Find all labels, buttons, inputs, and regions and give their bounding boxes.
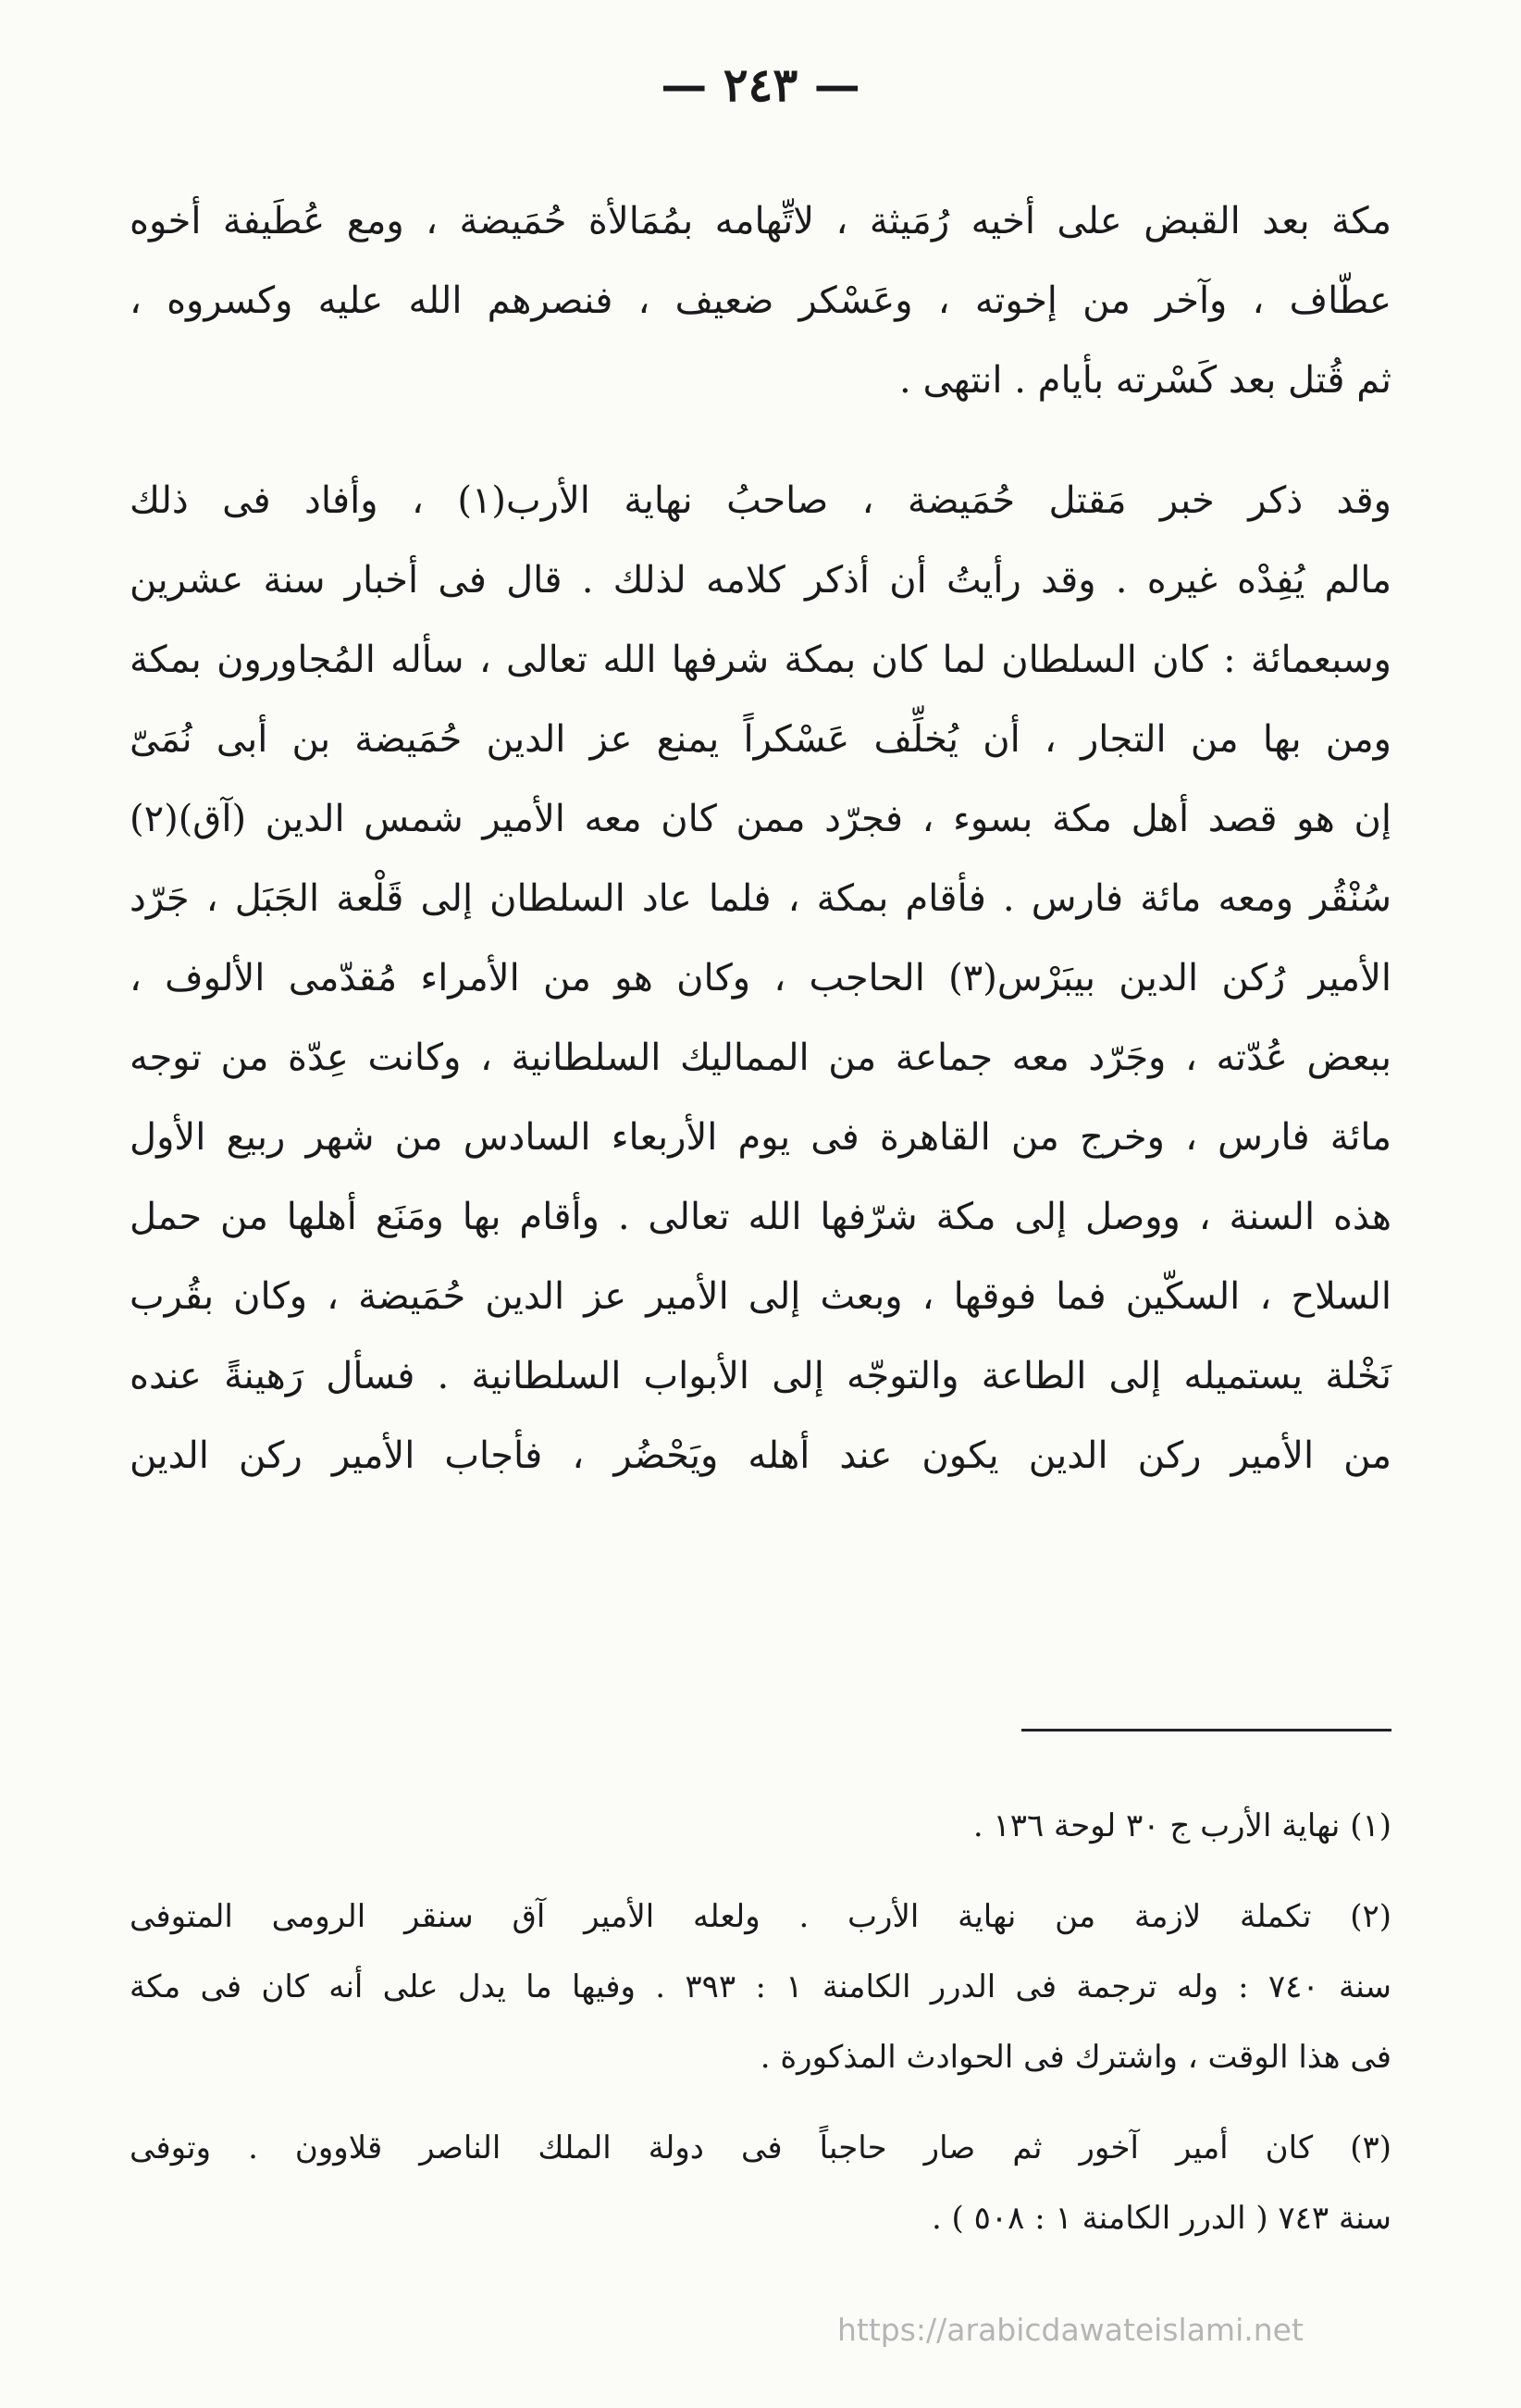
text-line: الأمير رُكن الدين بيبَرْس(٣) الحاجب ، وكان هو من الأمراء مُقدّمى الألوف ، xyxy=(130,957,1392,999)
text-line: إن هو قصد أهل مكة بسوء ، فجرّد ممن كان معه الأمير شمس الدين (آق)(٢) xyxy=(130,798,1391,840)
page-number: — ٢٤٣ — xyxy=(661,57,860,112)
footnote-line: (١) نهاية الأرب ج ٣٠ لوحة ١٣٦ . xyxy=(972,1807,1391,1844)
footnote-line: (٢) تكملة لازمة من نهاية الأرب . ولعله الأمير آق سنقر الرومى المتوفى xyxy=(130,1898,1391,1935)
text-line: ببعض عُدّته ، وجَرّد معه جماعة من المماليك السلطانية ، وكانت عِدّة من توجه xyxy=(130,1036,1391,1079)
text-line: مالم يُفِدْه غيره . وقد رأيتُ أن أذكر كلامه لذلك . قال فى أخبار سنة عشرين xyxy=(130,559,1391,602)
footnote-divider xyxy=(1021,1729,1391,1732)
text-line: سُنْقُر ومعه مائة فارس . فأقام بمكة ، فلما عاد السلطان إلى قَلْعة الجَبَل ، جَرّد xyxy=(130,877,1392,920)
text-line: نَخْلة يستميله إلى الطاعة والتوجّه إلى الأبواب السلطانية . فسأل رَهينةً عنده xyxy=(130,1355,1391,1397)
footnote-line: (٣) كان أمير آخور ثم صار حاجباً فى دولة الملك الناصر قلاوون . وتوفى xyxy=(130,2129,1391,2166)
footnotes xyxy=(130,1791,1391,2253)
text-line: عطّاف ، وآخر من إخوته ، وعَسْكر ضعيف ، فنصرهم الله عليه وكسروه ، xyxy=(130,279,1391,322)
text-line: مكة بعد القبض على أخيه رُمَيثة ، لاتِّهامه بمُمَالأة حُمَيضة ، ومع عُطَيفة أخوه xyxy=(130,200,1391,242)
text-line: مائة فارس ، وخرج من القاهرة فى يوم الأربعاء السادس من شهر ربيع الأول xyxy=(130,1116,1391,1159)
text-line: السلاح ، السكّين فما فوقها ، وبعث إلى الأمير عز الدين حُمَيضة ، وكان بقُرب xyxy=(130,1275,1391,1318)
footnote-1 xyxy=(130,1791,1391,1861)
paragraph-1 xyxy=(130,181,1391,420)
text-line: وسبعمائة : كان السلطان لما كان بمكة شرفها الله تعالى ، سأله المُجاورون بمكة xyxy=(130,639,1391,681)
text-line: ثم قُتل بعد كَسْرته بأيام . انتهى . xyxy=(899,359,1391,402)
text-line: من الأمير ركن الدين يكون عند أهله ويَحْضُر ، فأجاب الأمير ركن الدين xyxy=(130,1434,1391,1477)
text-line: ومن بها من التجار ، أن يُخلِّف عَسْكراً يمنع عز الدين حُمَيضة بن أبى نُمَىّ xyxy=(130,718,1391,761)
footnote-line: فى هذا الوقت ، واشترك فى الحوادث المذكورة . xyxy=(760,2039,1391,2076)
footnote-3 xyxy=(130,2113,1391,2253)
footnote-line: سنة ٧٤٣ ( الدرر الكامنة ١ : ٥٠٨ ) . xyxy=(931,2200,1391,2237)
text-line: وقد ذكر خبر مَقتل حُمَيضة ، صاحبُ نهاية الأرب(١) ، وأفاد فى ذلك xyxy=(130,479,1391,522)
paragraph-2 xyxy=(130,461,1391,1496)
watermark-url: https://arabicdawateislami.net xyxy=(837,2312,1304,2348)
footnote-2 xyxy=(130,1881,1391,2092)
text-line: هذه السنة ، ووصل إلى مكة شرّفها الله تعالى . وأقام بها ومَنَع أهلها من حمل xyxy=(130,1196,1391,1238)
footnote-line: سنة ٧٤٠ : وله ترجمة فى الدرر الكامنة ١ : ٣٩٣ . وفيها ما يدل على أنه كان فى مكة xyxy=(130,1968,1391,2005)
main-text xyxy=(130,181,1391,1496)
